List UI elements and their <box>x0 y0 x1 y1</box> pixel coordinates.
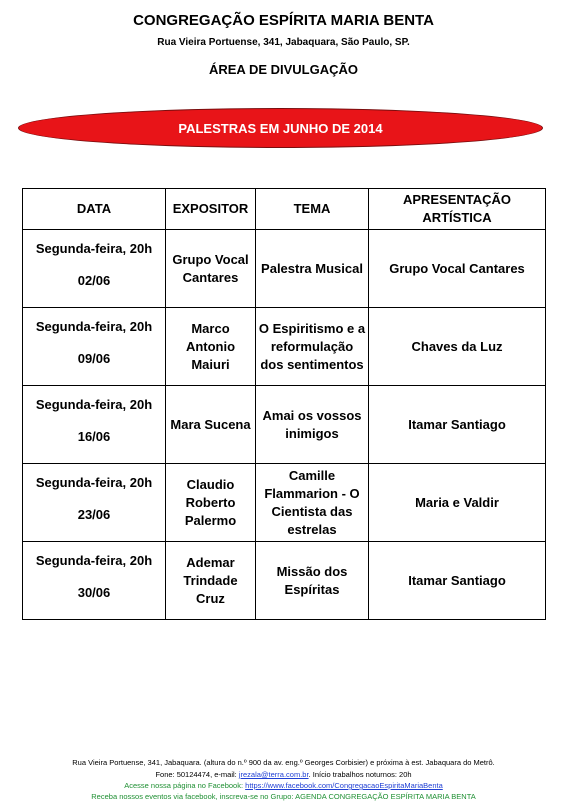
table-row <box>23 542 546 620</box>
artistic-cell: Chaves da Luz <box>369 308 546 386</box>
banner-ellipse <box>18 108 543 148</box>
theme-cell: Camille Flammarion - O Cientista das estrelas <box>256 464 369 542</box>
header-apresentacao: APRESENTAÇÃO ARTÍSTICA <box>369 189 546 230</box>
table-row <box>23 308 546 386</box>
artistic-cell: Grupo Vocal Cantares <box>369 230 546 308</box>
header-data: DATA <box>23 189 166 230</box>
header-address: Rua Vieira Portuense, 341, Jabaquara, São Paulo, SP. <box>157 37 410 48</box>
table-row <box>23 386 546 464</box>
speaker-cell: Marco Antonio Maiuri <box>166 308 256 386</box>
speaker-cell: Claudio Roberto Palermo <box>166 464 256 542</box>
date-cell <box>23 308 166 386</box>
date-text: 23/06 <box>77 506 111 522</box>
date-text: 30/06 <box>77 584 111 600</box>
speaker-cell: Ademar Trindade Cruz <box>166 542 256 620</box>
weekday-text: Segunda-feira, 20h <box>35 318 153 334</box>
date-text: 09/06 <box>77 350 111 366</box>
header-expositor: EXPOSITOR <box>166 189 256 230</box>
contact-suffix: . Início trabalhos noturnos: 20h <box>308 770 412 779</box>
table-row <box>23 230 546 308</box>
weekday-text: Segunda-feira, 20h <box>35 474 153 490</box>
artistic-cell: Itamar Santiago <box>369 386 546 464</box>
weekday-text: Segunda-feira, 20h <box>35 552 153 568</box>
speaker-cell: Mara Sucena <box>166 386 256 464</box>
schedule-table <box>22 188 546 620</box>
date-text: 16/06 <box>77 428 111 444</box>
header-tema: TEMA <box>256 189 369 230</box>
section-heading: ÁREA DE DIVULGAÇÃO <box>208 62 359 77</box>
theme-cell: Missão dos Espíritas <box>256 542 369 620</box>
artistic-cell: Maria e Valdir <box>369 464 546 542</box>
date-cell <box>23 230 166 308</box>
date-cell <box>23 542 166 620</box>
contact-prefix: Fone: 50124474, e-mail: <box>155 770 239 779</box>
speaker-cell: Grupo Vocal Cantares <box>166 230 256 308</box>
banner-text: PALESTRAS EM JUNHO DE 2014 <box>178 120 383 136</box>
footer-address: Rua Vieira Portuense, 341, Jabaquara. (altura do n.º 900 da av. eng.º Georges Corbisier) e próxima à est. Jabaquara do Metrô. <box>72 758 495 767</box>
date-cell <box>23 464 166 542</box>
table-row <box>23 464 546 542</box>
theme-cell: O Espiritismo e a reformulação dos sentimentos <box>256 308 369 386</box>
date-text: 02/06 <box>77 272 111 288</box>
weekday-text: Segunda-feira, 20h <box>35 396 153 412</box>
table-header-row <box>23 189 546 230</box>
facebook-link[interactable]: https://www.facebook.com/CongregacaoEspiritaMariaBenta <box>245 781 443 790</box>
theme-cell: Amai os vossos inimigos <box>256 386 369 464</box>
theme-cell: Palestra Musical <box>256 230 369 308</box>
date-cell <box>23 386 166 464</box>
artistic-cell: Itamar Santiago <box>369 542 546 620</box>
footer-contact <box>0 770 567 779</box>
footer-facebook <box>0 781 567 790</box>
footer-group: Receba nossos eventos via facebook, inscreva-se no Grupo: AGENDA CONGREGAÇÃO ESPÍRITA MARIA BENTA <box>91 792 476 801</box>
facebook-prefix: Acesse nossa página no Facebook: <box>124 781 246 790</box>
page-title: CONGREGAÇÃO ESPÍRITA MARIA BENTA <box>133 12 434 29</box>
email-link[interactable]: jrezala@terra.com.br <box>238 770 309 779</box>
weekday-text: Segunda-feira, 20h <box>35 240 153 256</box>
